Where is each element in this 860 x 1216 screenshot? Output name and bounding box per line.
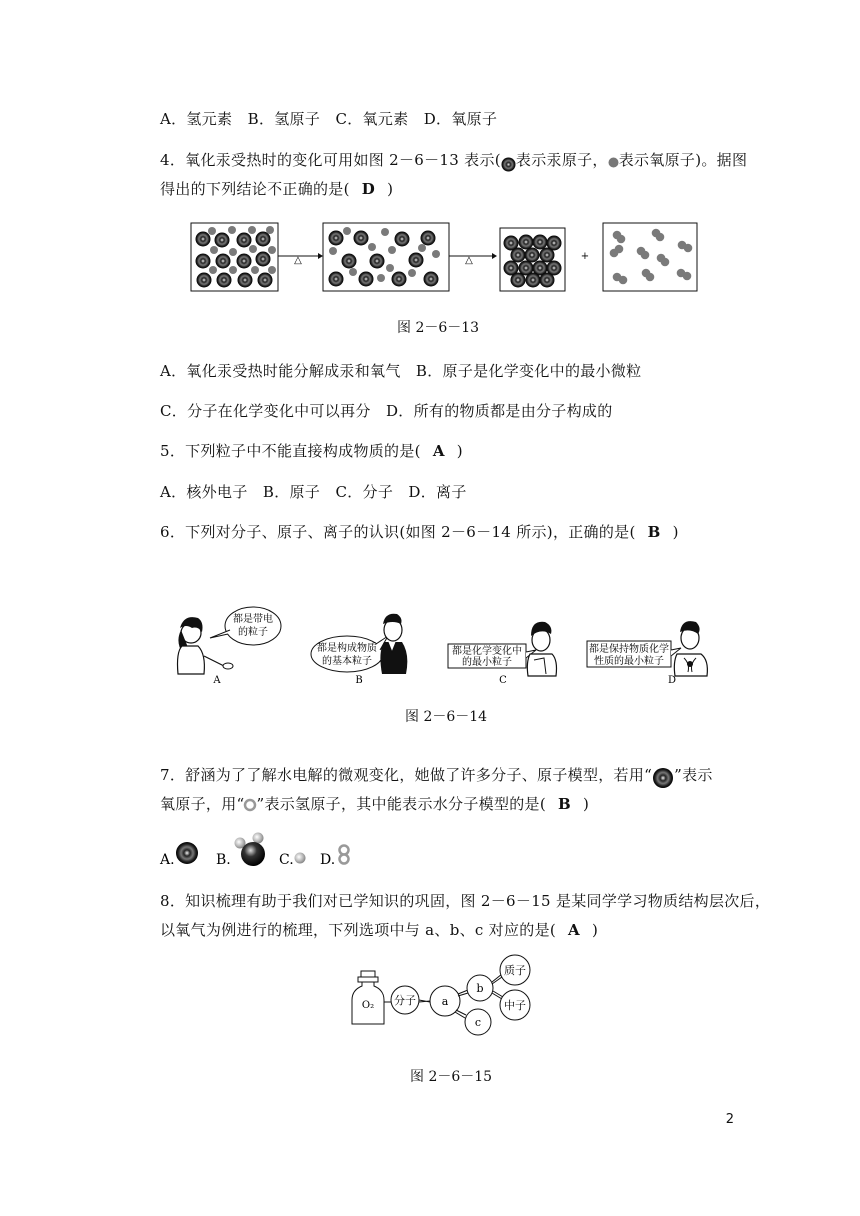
oxygen-atom [388,246,396,254]
q7-stem-part3: 氧原子，用“ [160,795,245,813]
bubble-d-line1: 都是保持物质化学 [589,644,669,655]
node-a [430,986,460,1016]
q5-options: A．核外电子 B．原子 C．分子 D．离子 [160,483,467,501]
q4-options-ab: A．氧化汞受热时能分解成汞和氧气 B．原子是化学变化中的最小微粒 [160,362,642,380]
mercury-atom [342,254,357,269]
mercury-atom [256,232,271,247]
oxygen-atom [432,250,440,258]
q7-stem-part1: 7．舒涵为了了解水电解的微观变化，她做了许多分子、原子模型，若用“ [160,766,653,784]
option-a-single-oxygen-model [176,842,198,864]
mercury-atom [215,233,230,248]
oxygen-atom [684,244,693,253]
mercury-atom [237,233,252,248]
oxygen-atom [656,233,665,242]
q4-stem-line2 [160,178,393,199]
oxygen-atom [619,276,628,285]
page-number: 2 [725,1112,734,1127]
q7-option-a-label: A. [160,852,175,868]
oxygen-atom [615,245,624,254]
mercury-atom [511,248,526,263]
neutron-label: 中子 [504,999,526,1012]
label-b: B [355,675,363,686]
mercury-atom [526,273,541,288]
mercury-atom [540,248,555,263]
q5-stem-text: 5．下列粒子中不能直接构成物质的是( [160,442,421,460]
oxygen-atom [386,264,394,272]
heat-arrow-1 [278,253,323,266]
mercury-atom [533,235,548,250]
oxygen-atom [210,246,218,254]
mercury-atom [196,232,211,247]
mercury-atom [258,273,273,288]
mercury-atom [519,235,534,250]
mercury-atom [540,273,555,288]
mercury-atom [511,273,526,288]
q7-answer: B [558,795,571,813]
speech-bubble-b [311,636,388,672]
oxygen-atom [641,251,650,260]
mercury-atom [217,273,232,288]
mercury-atom [359,272,374,287]
oxygen-atom [408,269,416,277]
q5-stem [160,440,463,461]
q4-answer: D [361,180,376,198]
q5-close-paren: ) [456,442,463,460]
neutron-node [500,990,530,1020]
q7-close-paren: ) [583,795,590,813]
bubble-d-line2: 性质的最小粒子 [594,656,664,667]
node-b [467,975,493,1001]
q4-stem-line1 [160,149,747,170]
oxygen-atom-icon [608,157,619,168]
q4-options-cd: C．分子在化学变化中可以再分 D．所有的物质都是由分子构成的 [160,402,613,420]
molecule-label: 分子 [394,994,416,1007]
q7-stem-line1 [160,764,713,787]
oxygen-atom [266,226,274,234]
student-c-illustration [527,622,556,676]
bottle-label: O₂ [361,1000,375,1011]
heat-arrow-2 [449,253,497,266]
mercury-atom [238,273,253,288]
option-d-hydrogen-molecule-model [340,846,349,864]
student-b-illustration [380,614,407,674]
oxygen-atom [418,244,426,252]
fig13-caption: 图 2－6－13 [397,320,480,336]
oxygen-model-icon [652,767,674,789]
mercury-atom [395,232,410,247]
hydrogen-model-icon [244,799,256,811]
plus-sign: + [580,251,590,262]
q7-option-b-label: B. [216,852,231,868]
mercury-atom [256,252,271,267]
bubble-a-line2: 的粒子 [238,627,268,638]
oxygen-atom [251,266,259,274]
q6-stem-text: 6．下列对分子、原子、离子的认识(如图 2－6－14 所示)，正确的是( [160,523,636,541]
q5-answer: A [432,442,445,460]
mercury-atom [424,272,439,287]
mercury-atom [392,272,407,287]
oxygen-atom [349,268,357,276]
heat-symbol-1: △ [294,255,302,266]
mercury-atom [196,254,211,269]
oxygen-atom [381,228,389,236]
node-c [465,1009,491,1035]
label-a: A [213,675,221,686]
q7-stem-part4: ”表示氢原子，其中能表示水分子模型的是( [256,795,547,813]
q8-close-paren: ) [592,921,599,939]
proton-label: 质子 [504,964,526,977]
mercury-product-box [500,228,565,291]
oxygen-atom [229,266,237,274]
fig14-caption: 图 2－6－14 [405,709,488,725]
figure-2-6-15 [0,962,860,1052]
mercury-atom [329,272,344,287]
q4-stem-part4: 得出的下列结论不正确的是( [160,180,350,198]
oxygen-atom [368,243,376,251]
q7-option-c-label: C. [279,852,294,868]
oxygen-atom [683,272,692,281]
oxygen-bottle [352,971,384,1024]
q4-stem-part2: 表示汞原子， [515,151,608,169]
mercury-atom [354,231,369,246]
oxygen-atom [268,266,276,274]
bubble-c-line2: 的最小粒子 [462,657,512,668]
molecule-node [391,986,419,1014]
oxygen-atom [208,227,216,235]
mercury-atom [216,254,231,269]
label-c: C [499,675,507,686]
q7-stem-part2: ”表示 [674,766,713,784]
oxygen-product-box [603,223,697,291]
option-c-single-hydrogen-model [295,853,306,864]
q7-option-d-label: D. [320,852,336,868]
oxygen-atom [343,227,351,235]
heat-symbol-2: △ [465,255,473,266]
mercury-atom [525,248,540,263]
fig15-caption: 图 2－6－15 [410,1069,493,1085]
bubble-b-line2: 的基本粒子 [322,656,372,667]
oxygen-atom [617,235,626,244]
q8-stem-line2 [160,919,598,940]
mercury-atom [329,231,344,246]
oxygen-atom [229,248,237,256]
oxygen-atom [329,247,337,255]
node-a-label: a [441,995,449,1008]
hgo-molecules-box [191,223,278,291]
q4-close-paren: ) [387,180,394,198]
figure-2-6-14 [0,600,860,690]
q7-options [0,826,860,876]
bubble-c-line1: 都是化学变化中 [452,646,522,657]
proton-node [500,955,530,985]
bubble-b-line1: 都是构成物质 [317,643,377,654]
q8-stem-text: 以氧气为例进行的梳理，下列选项中与 a、b、c 对应的是( [160,921,557,939]
q4-stem-part1: 4．氧化汞受热时的变化可用如图 2－6－13 表示( [160,151,501,169]
q8-stem-line1: 8．知识梳理有助于我们对已学知识的巩固，图 2－6－15 是某同学学习物质结构层次后， [160,892,771,910]
oxygen-atom [209,266,217,274]
q3-options: A．氢元素 B．氢原子 C．氧元素 D．氧原子 [160,110,498,128]
oxygen-atom [268,246,276,254]
heated-atoms-box [323,223,449,291]
mercury-atom [237,254,252,269]
oxygen-atom [228,226,236,234]
q6-answer: B [647,523,661,541]
option-b-water-molecule-model [235,833,266,867]
mercury-atom-icon [501,157,516,172]
oxygen-atom [248,226,256,234]
oxygen-atom [249,245,257,253]
q6-stem [160,521,679,542]
mercury-atom [197,273,212,288]
bubble-a-line1: 都是带电 [233,614,273,625]
node-b-label: b [476,982,484,995]
mercury-atom [370,254,385,269]
speech-bubble-d [587,641,681,667]
q7-stem-line2 [160,793,589,814]
oxygen-atom [646,273,655,282]
figure-2-6-13 [0,218,860,308]
q8-answer: A [568,921,580,939]
oxygen-atom [377,274,385,282]
mercury-atom [409,253,424,268]
q4-stem-part3: 表示氧原子)。据图 [618,151,748,169]
label-d: D [667,675,677,686]
speech-bubble-a [210,607,281,645]
q6-close-paren: ) [672,523,679,541]
node-c-label: c [474,1016,482,1029]
mercury-atom [421,231,436,246]
oxygen-atom [661,258,670,267]
speech-bubble-c [448,644,536,668]
